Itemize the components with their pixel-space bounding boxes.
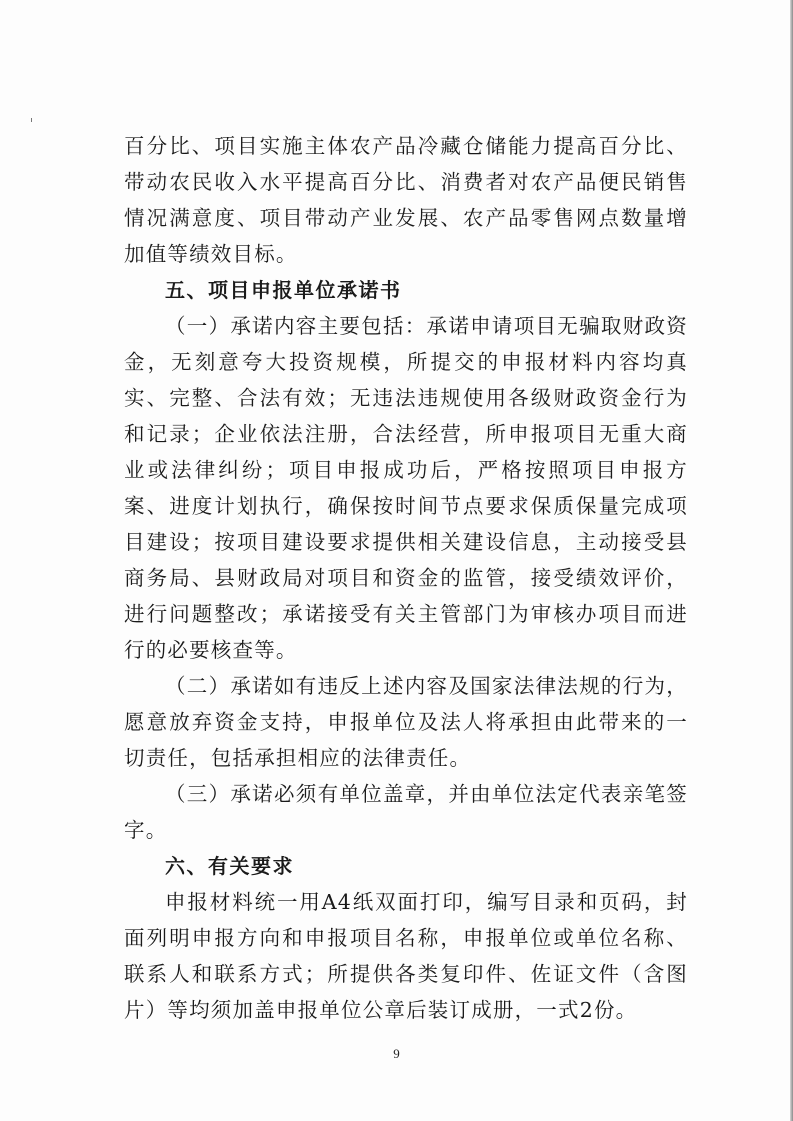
- commitment-item-1: （一）承诺内容主要包括：承诺申请项目无骗取财政资金，无刻意夸大投资规模，所提交的申报材料内容均真实、完整、合法有效；无违法违规使用各级财政资金行为和记录；企业依法注册，合法经营，所申报项目无重大商业或法律纠纷；项目申报成功后，严格按照项目申报方案、进度计划执行，确保按时间节点要求保质保量完成项目建设；按项目建设要求提供相关建设信息，主动接受县商务局、县财政局对项目和资金的监管，接受绩效评价，进行问题整改；承诺接受有关主管部门为审核办项目而进行的必要核查等。: [124, 314, 688, 662]
- paragraph-continuation: 百分比、项目实施主体农产品冷藏仓储能力提高百分比、带动农民收入水平提高百分比、消费者对农产品便民销售情况满意度、项目带动产业发展、农产品零售网点数量增加值等绩效目标。: [124, 134, 688, 266]
- page-number: 9: [393, 1046, 400, 1061]
- requirements-paragraph: 申报材料统一用A4纸双面打印，编写目录和页码，封面列明申报方向和申报项目名称，申报单位或单位名称、联系人和联系方式；所提供各类复印件、佐证文件（含图片）等均须加盖申报单位公章后装订成册，一式2份。: [124, 890, 688, 1022]
- scan-speck: [31, 118, 32, 122]
- document-body: [124, 128, 688, 1028]
- section-heading-commitment: 五、项目申报单位承诺书: [165, 278, 402, 302]
- commitment-item-3: （三）承诺必须有单位盖章，并由单位法定代表亲笔签字。: [124, 782, 688, 842]
- section-heading-requirements: 六、有关要求: [165, 854, 294, 878]
- commitment-item-2: （二）承诺如有违反上述内容及国家法律法规的行为，愿意放弃资金支持，申报单位及法人将承担由此带来的一切责任，包括承担相应的法律责任。: [124, 674, 688, 770]
